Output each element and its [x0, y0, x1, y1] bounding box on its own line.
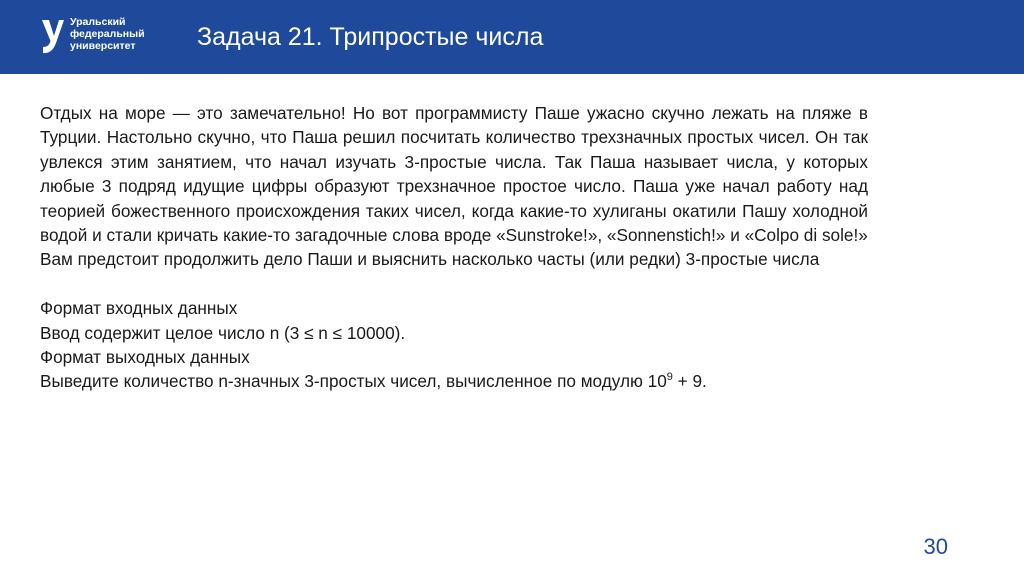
- problem-task-paragraph: Вам предстоит продолжить дело Паши и выяснить насколько часты (или редки) 3-простые числа: [40, 249, 820, 270]
- logo-line-1: Уральский: [70, 16, 126, 28]
- page-number: 30: [923, 534, 948, 559]
- university-logo: [40, 14, 170, 60]
- logo-text: [70, 16, 170, 52]
- input-format-heading: Формат входных данных: [40, 298, 238, 319]
- slide-header: [0, 0, 1024, 74]
- logo-line-3: университет: [70, 40, 136, 52]
- input-format-text: Ввод содержит целое число n (3 ≤ n ≤ 10000).: [40, 322, 406, 343]
- output-exponent: 9: [666, 371, 673, 384]
- spacer: [40, 272, 868, 296]
- output-format-text: [40, 369, 868, 393]
- output-text-end: + 9.: [672, 371, 707, 392]
- slide-title: Задача 21. Трипростые числа: [197, 23, 544, 51]
- slide-content: [40, 101, 868, 394]
- urfu-logo-icon: [40, 16, 66, 56]
- output-format-heading: Формат выходных данных: [40, 347, 250, 368]
- problem-story-paragraph: Отдых на море — это замечательно! Но вот программисту Паше ужасно скучно лежать на пляже в Турции. Настольно скучно, что Паша решил посчитать количество трехзначных простых чисел. Он так увлекся этим занятием, что начал изучать 3-простые числа. Так Паша называет числа, у которых любые 3 подряд идущие цифры образуют трехзначное простое число. Паша уже начал работу над теорией божественного происхождения таких чисел, когда какие-то хулиганы окатили Пашу холодной водой и стали кричать какие-то загадочные слова вроде «Sunstroke!», «Sonnenstich!» и «Colpo di sole!»: [40, 103, 868, 246]
- logo-line-2: федеральный: [70, 28, 145, 40]
- output-text-start: Выведите количество n-значных 3-простых чисел, вычисленное по модулю 10: [40, 371, 667, 392]
